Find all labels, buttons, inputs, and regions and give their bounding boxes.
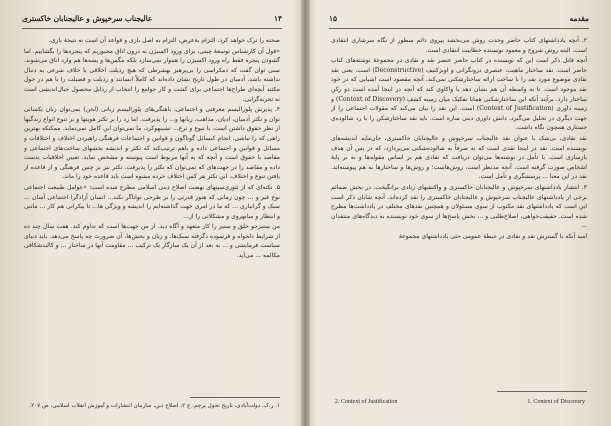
left-paragraph-5: من ستیزجو خلق و ستیز را کار متعهد و آگاه دید. از من جهت‌ها است که تداوم کند. هفت سال چند ده از شرایط دلخواه و فرسوده دگرفته سبک‌ها، و زبان و بخش‌ها، آن ضرورت چه پاسخ می‌دهد. باید دنیای سیاست فرمایشی و ... به بعد از آن یک سازگار یک ترکیب ... مقاومت آنها در ساختار ... و کالبدشکافی مکالمه ... می‌آید. <box>24 223 280 260</box>
left-footnote-rule <box>190 397 280 398</box>
right-footnote-1: 1. Context of Discovery <box>527 399 585 405</box>
left-footnote: ۱. ر.ک. دولت‌آبادی، تاریخ تحول پرچم، ج ۲، اصلاح دین، سازمان انتشارات و آموزش انقلاب اسلامی، ص ۲۰۷. <box>29 403 280 409</box>
right-paragraph-4: ۳. انتشار یادداشتهای سرخپوش و عالیجنابان خاکستری و واکنشهای زیادی برانگیخت. در بخش ضمائم برخی از یادداشتهای عالیجناب سرخپوش و عالیجنابان خاکستری را نقد کرده‌اند. آنچه شایان ذکر است این است که یادداشتهای نقد مکتوب از سوی مسئولان و همچنین نقدهای مختلف در یادداشت‌ها مطرح شده است. حقیقت‌خواهی، اصلاح‌طلبی و ... بخش پاسخ‌ها از سوی خود نویسنده به دیدگاه‌های منتقدان ... <box>331 183 587 230</box>
left-running-title: عالیجناب سرخپوش و عالیجنابان خاکستری <box>22 14 153 23</box>
right-paragraph-2: آنچه قابل ذکر است این که نویسنده در کتاب حاضر عنصر نقد و نقادی در مجموعهٔ نوشته‌های کتاب حاضر است. نقد ساختار ماهیت، عنصری درونگرانی و اوبژکتیف (Deconstructive) است. یعنی نقد نقادی موضوع مورد نقد را با ساخت ارائه ساختارشکنی نمی‌کند. آنچه مقصود است اشیایی که در خود نقد موجود است، تا به واسطه آن هم نشان دهد یا واکاوی کند که آنچه در اینجا آمده است دو رکن ساختار دارد. برآیند آنکه این ساختارشکنی همانا تفکیک میان زمینه کشف (Context of Discovery) و زمینه داوری (Context of Justification) است. این نقد را بیان می‌کند که مقولات اجتماعی را از جهت دیگری در تحلیل می‌گیرد. دانش داوری دینی سازه است. باید نقد ساختارشکن را با رد شالوده‌ی جستاری همچون نگاه داشت. <box>331 57 587 132</box>
right-footnote-rule <box>497 391 587 392</box>
left-page-number: ۱۴ <box>274 14 282 23</box>
left-page-header <box>22 14 282 29</box>
right-running-title: مقدمه <box>569 14 589 23</box>
book-gutter <box>301 0 310 426</box>
right-paragraph-3: نقد نقادی، بی‌شک با عنوان نقد عالیجناب سرخپوش و عالیجنابان خاکستری، جان‌مایه اندیشه‌های نویسنده است. نقد در اینجا نقدی است که نه صرفاً به شالوده‌شکنی می‌پردازد، که در پس آن هدف بازسازی است. با تأمل در نوشته‌ها می‌توان دریافت که نقادی هم بر اساس مقوله‌ها و نه بر پایهٔ اشخاص صورت گرفته است. آنچه مدنظر است، روش‌هاست؛ و روش‌ها و ساختارها به هم پیوسته‌اند. نقد در این معنا ... پرسشگری و تأمل است. <box>331 134 587 181</box>
left-paragraph-4: ۵. نکته‌ای که از تئوری‌سینهای نهضت اصلاح دینی اسلامی مطرح شده است: «عوامل طبیعت اجتماعی نوع غیر و ... چون زمانی که هنوز قدرتی را بر طرحی تواناگر نکند... انسان آزادگرا اجتماعی آسان ... سبک و گرانباری ... که ما در امری جهت گذاشته‌ایم را اندیشه و ویژگی ها... تا بیکرانی هم کار ... ماتنی و انتظار و میانهروی و مشکلاتی را از... <box>24 183 280 220</box>
left-page <box>8 0 296 426</box>
right-page-number: ۱۵ <box>329 14 337 23</box>
left-paragraph-3: ۴. پذیرش پلورالیسم معرفتی و اجتماعی، باهنگی‌های پلورالیسم زبانی (لحن) نمی‌توان زبان یکسانی توان و تکثر آدمیان، ادیان، مذاهب، زبانها و... را پذیرفت. اما رد را بر تکثر هویتها و بر تنوع انواع زندگیها از نظر حقوق داشتن است. با تنوع و ترغ... تشیبهوکرد، ما نمی‌توان این کامل نمی‌نماید. ممکنکه بهترین راهی که را نباشی. انجام کنسائل گوناگون و قوانین و اجتماعات فرهنگی راهبردن اختلاف و اختلافات و مسائل و قوانین و اجتماعی داده و باهم ترتیب‌کند که تکثر و اندیشه بخشهای ساخت‌های اجتماعی و مقاصد با حقوق است و آنچه که به آنها مربوط است پیوسته و مشخص نماید. تعیین اخلاقیات بدست داده و مقاصد را در جهت‌های که نمی‌توان که تکثر را پذیرفت. تکثر نیز بر چنین فرهنگی و از قاعده از یافتن تنوع و اختلاف. این تکثر هر کس اختلاف خرده مشوه است باید قاعده خود را ماند. <box>24 106 280 181</box>
right-paragraph-1: ۲. آنچه یادداشتهای کتاب حاضر وحدت روش می‌بخشد پیروی دائم سطور از نگاه سرشاری انتقادی است. البته روش شروح و معمود نویسنده خطابیت انتقادی است. <box>331 37 587 54</box>
right-paragraph-5: امید آنکه با گسترش نقد و نقادی در حیطهٔ عمومی حتی یادداشتهای مجموعهٔ <box>398 232 587 240</box>
right-page-header <box>329 14 589 29</box>
right-page <box>315 0 603 426</box>
right-footnote-2: 2. Context of Justification <box>335 399 398 405</box>
left-paragraph-1: صحنه را ترک خواهد کرد. التزام بهٔ‌عرض، التزام به اصل بازی و قواعد آن است نه نتیجهٔ بازی. <box>48 37 280 44</box>
right-page-body <box>331 36 587 241</box>
left-page-body <box>24 36 280 261</box>
left-paragraph-2: «قول آن کارشناس توسعهٔ چینی، برای ورود اکسیژن به درون اتاق مجبوریم که پنجره‌ها را بگشاییم. اما گشودن پنجره فقط راه ورود اکسیژن را هموار نمی‌سازد بلکه مگس‌ها و پشه‌ها هم وارد اتاق می‌شوند. سنی توان گفت که دمکراسی را بی‌پرهیز بهشرطی که هیچ رذیلت اخلاقی یا خلاف شرعی به دنبال نداشته باشد. آدمیان در طول تاریخ نشان داده‌اند که کاملاً انسانند و رذیلت و فضیلت را با هم در حول مکتند آنچه‌ای طراح‌ها اجتماعی برای کشت و کار جوامع را انتخاب از رذایل محصول خیال‌اندیشی است نه تجربه‌گرایی. <box>24 47 280 103</box>
